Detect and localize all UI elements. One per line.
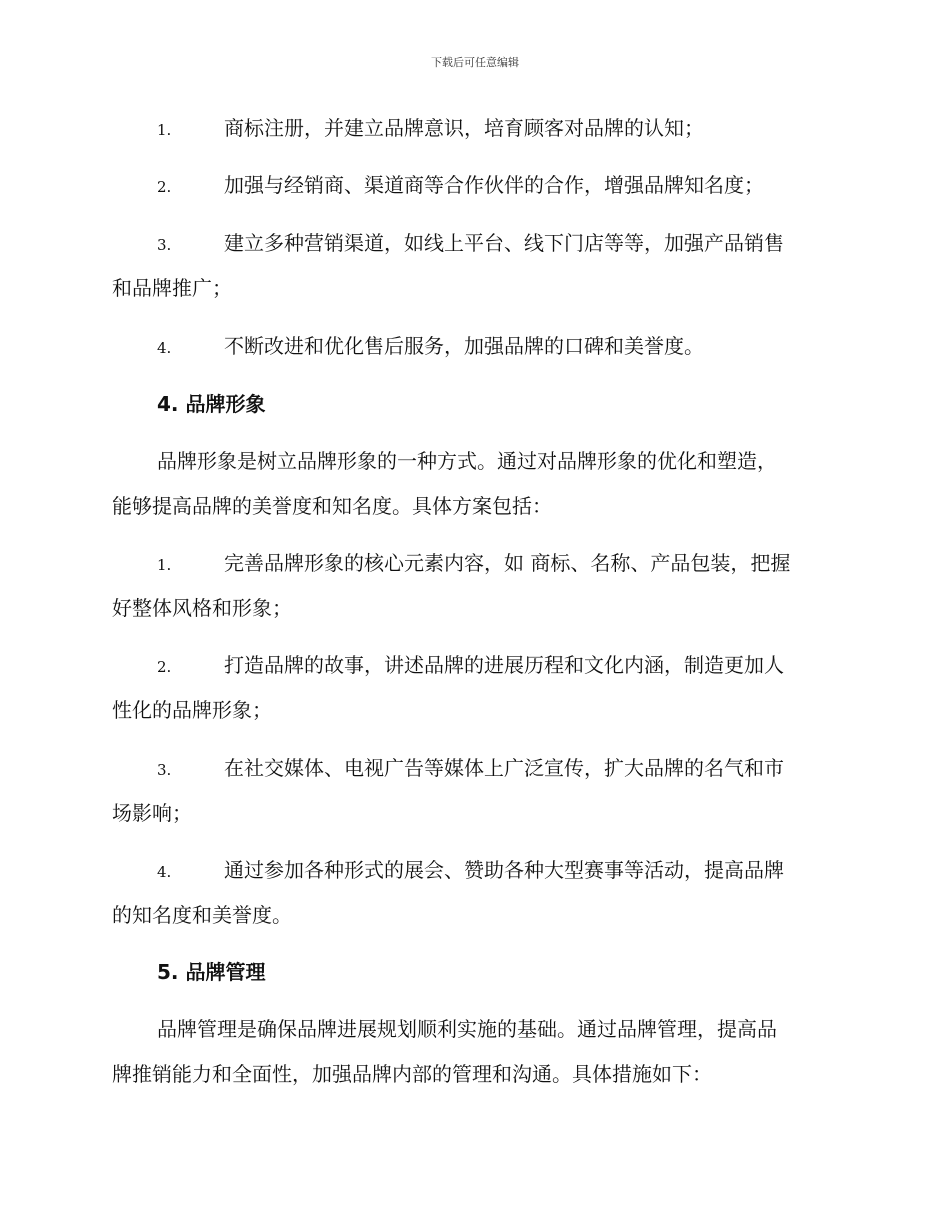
list-item-text: 加强与经销商、渠道商等合作伙伴的合作，增强品牌知名度； xyxy=(224,173,764,197)
paragraph-text-continued: 牌推销能力和全面性，加强品牌内部的管理和沟通。具体措施如下： xyxy=(112,1062,712,1086)
list-item-text-continued: 性化的品牌形象； xyxy=(112,698,272,722)
list-item-text-continued: 好整体风格和形象； xyxy=(112,596,292,620)
list-item-text-continued: 场影响； xyxy=(112,801,192,825)
list-item-text: 建立多种营销渠道，如线上平台、线下门店等等，加强产品销售 xyxy=(224,231,784,255)
list-item-number: 2. xyxy=(157,658,172,676)
list-item-text: 完善品牌形象的核心元素内容，如 商标、名称、产品包装，把握 xyxy=(224,551,791,575)
list-item-number: 1. xyxy=(157,556,172,574)
list-item-number: 2. xyxy=(157,178,172,196)
paragraph-text: 品牌形象是树立品牌形象的一种方式。通过对品牌形象的优化和塑造， xyxy=(157,449,777,473)
list-item-text-continued: 的知名度和美誉度。 xyxy=(112,903,292,927)
list-item-text: 不断改进和优化售后服务，加强品牌的口碑和美誉度。 xyxy=(224,334,704,358)
list-item-text: 在社交媒体、电视广告等媒体上广泛宣传，扩大品牌的名气和市 xyxy=(224,756,784,780)
list-item-number: 4. xyxy=(157,339,172,357)
list-item-number: 1. xyxy=(157,121,172,139)
page-header: 下载后可任意编辑 xyxy=(431,56,519,69)
list-item-text: 商标注册，并建立品牌意识，培育顾客对品牌的认知； xyxy=(224,116,704,140)
section-heading: 5. 品牌管理 xyxy=(157,960,266,984)
section-heading: 4. 品牌形象 xyxy=(157,392,266,416)
list-item-number: 3. xyxy=(157,761,172,779)
list-item-number: 4. xyxy=(157,863,172,881)
list-item-text: 打造品牌的故事，讲述品牌的进展历程和文化内涵，制造更加人 xyxy=(224,653,784,677)
paragraph-text: 品牌管理是确保品牌进展规划顺利实施的基础。通过品牌管理，提高品 xyxy=(157,1017,777,1041)
list-item-number: 3. xyxy=(157,236,172,254)
list-item-text-continued: 和品牌推广； xyxy=(112,276,232,300)
paragraph-text-continued: 能够提高品牌的美誉度和知名度。具体方案包括： xyxy=(112,494,552,518)
list-item-text: 通过参加各种形式的展会、赞助各种大型赛事等活动，提高品牌 xyxy=(224,858,784,882)
